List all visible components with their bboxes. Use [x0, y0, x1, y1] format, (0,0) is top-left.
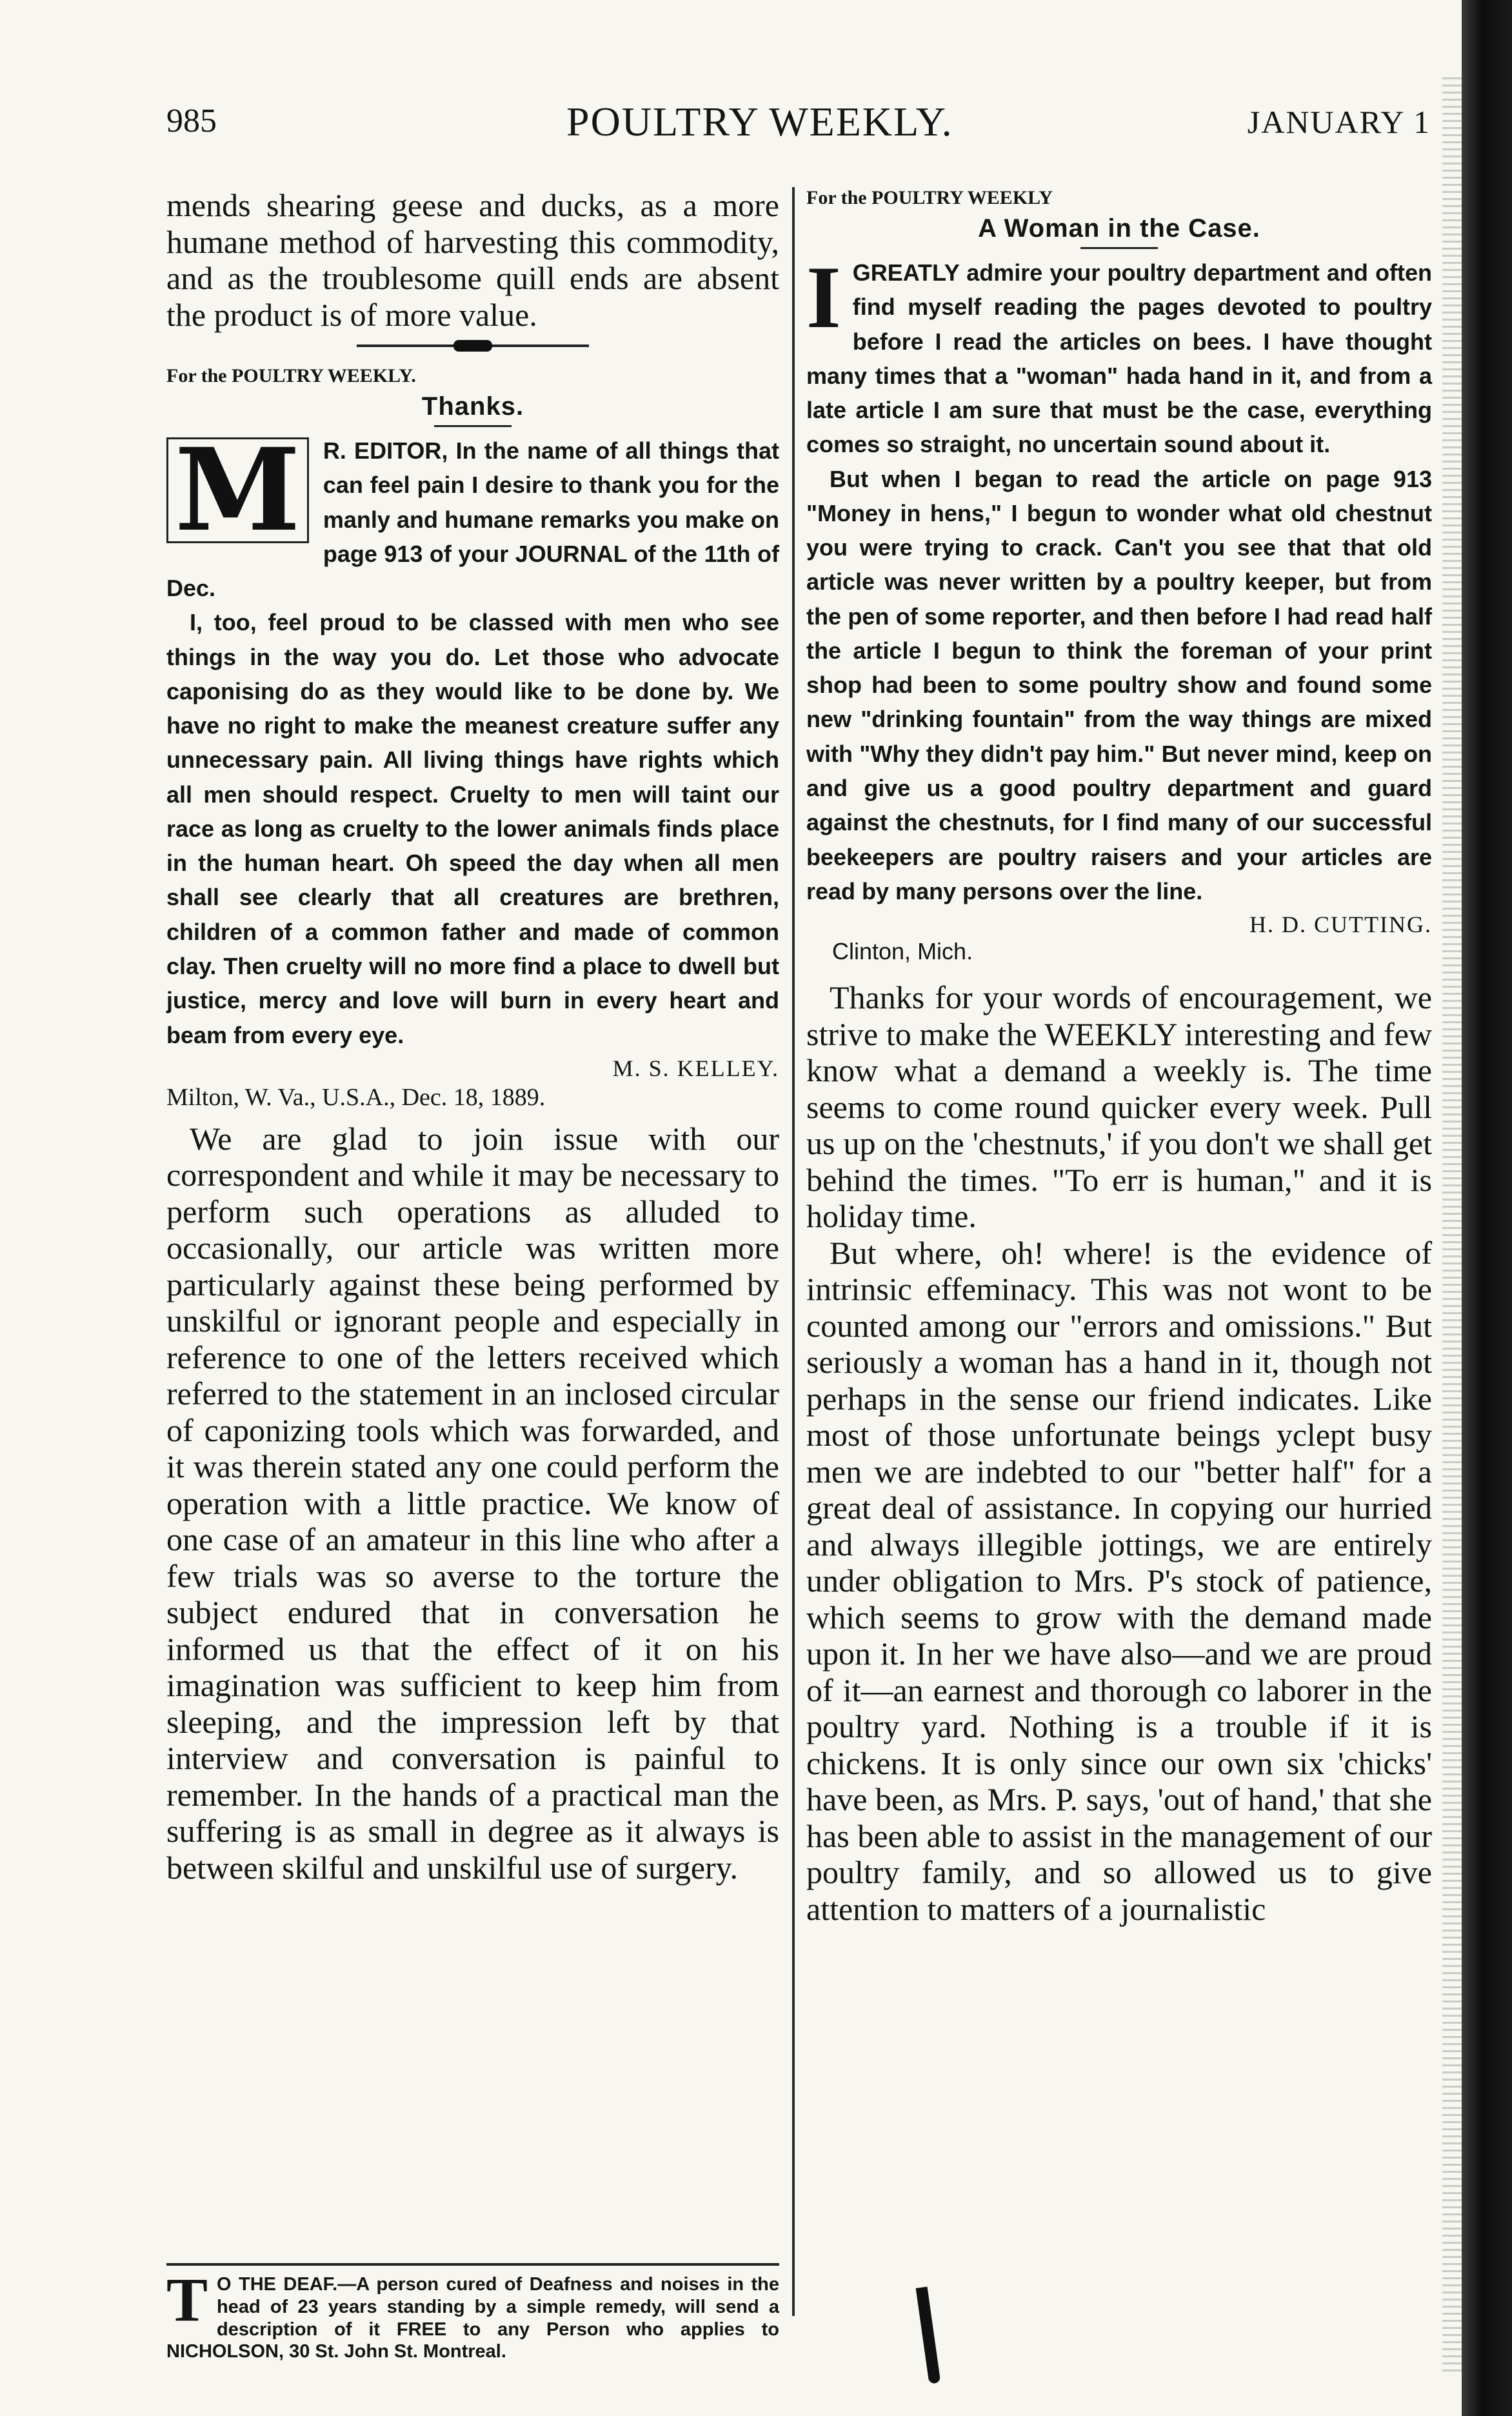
dropcap-letter-right: I: [806, 248, 841, 346]
letter-second-paragraph: I, too, feel proud to be classed with men who see things in the way you do. Let those who advocate caponising do as they would like to be done by. We have no right to make the meanest creature suffer any unnecessary pain. All living things have rights which all men should respect. Cruelty to men will taint our race as long as cruelty to the lower animals finds place in the human heart. Oh speed the day when all men shall see clearly that all creatures are brethren, children of a common father and made of common clay. Then cruelty will no more find a place to dwell but justice, mercy and love will burn in every heart and beam from every eye.: [166, 609, 779, 1048]
advertisement: [166, 2263, 779, 2363]
ad-body: O THE DEAF.—A person cured of Deafness and noises in the head of 23 years standing by a simple remedy, will send a description of it FREE to any Person who applies to NICHOLSON, 30 St. John St. Montreal.: [166, 2274, 779, 2362]
column-divider: [792, 187, 795, 2316]
binding-edge: [1462, 0, 1512, 2416]
title-rule: [434, 425, 512, 427]
ornamental-rule: [357, 344, 589, 347]
title-rule-right: [1080, 247, 1158, 249]
editor-note-1: Thanks for your words of encouragement, we strive to make the WEEKLY interesting and few know what a demand a weekly is. The time seems to come round quicker every week. Pull us up on the 'chestnuts,' if you don't we shall get behind the times. "To err is human," and it is holiday time.: [806, 979, 1432, 1235]
letter-place-date: Milton, W. Va., U.S.A., Dec. 18, 1889.: [166, 1083, 546, 1111]
for-line-right: For the POULTRY WEEKLY: [806, 187, 1053, 208]
ink-mark: [916, 2286, 941, 2384]
right-column: [806, 187, 1432, 1927]
binding-shadow: [1442, 77, 1462, 2374]
article-first-paragraph: [806, 248, 1432, 462]
page-header: [166, 95, 1431, 147]
dropcap-letter: M: [166, 437, 309, 543]
editor-note-2: But where, oh! where! is the evidence of intrinsic effeminacy. This was not wont to be counted among our "errors and omissions." But seriously a woman has a hand in it, though not perhaps in the sense our friend indicates. Like most of those unfortunate beings yclept busy men we are indebted to our "better half" for a great deal of assistance. In copying our hurried and always illegible jottings, we are entirely under obligation to Mrs. P's stock of patience, which seems to grow with the demand made upon it. In her we have also—and we are proud of it—an earnest and thorough co laborer in the poultry yard. Nothing is a trouble if it is chickens. It is only since our own six 'chicks' have been, as Mrs. P. says, 'out of hand,' that she has been able to assist in the management of our poultry family, and so allowed us to give attention to matters of a journalistic: [806, 1234, 1432, 1927]
article-title-thanks: Thanks.: [421, 392, 524, 421]
article-signature: H. D. CUTTING.: [1249, 912, 1432, 938]
left-column: [166, 187, 779, 1886]
letter-first-text: R. EDITOR, In the name of all things that can feel pain I desire to thank you for the manly and humane remarks you make on page 913 of your JOURNAL of the 11th of Dec.: [166, 437, 779, 602]
article-place: Clinton, Mich.: [832, 938, 973, 965]
for-line: For the POULTRY WEEKLY.: [166, 365, 416, 386]
page-number: 985: [166, 103, 217, 139]
article-first-text: GREATLY admire your poultry department and often find myself reading the pages devoted to poultry before I read the articles on bees. I have thought many times that a "woman" hada hand in it, and from a late article I am sure that must be the case, everything comes so straight, no uncertain sound about it.: [806, 259, 1432, 458]
continued-paragraph: mends shearing geese and ducks, as a more humane method of harvesting this commodity, and as the troublesome quill ends are absent the product is of more value.: [166, 187, 779, 333]
issue-date: JANUARY 1: [1247, 104, 1431, 140]
article-second-paragraph: But when I began to read the article on page 913 "Money in hens," I begun to wonder what old chestnut you were trying to crack. Can't you see that that old article was never written by a poultry keeper, but from the pen of some reporter, and then before I had read half the article I begun to think the foreman of your print shop had been to some poultry show and found some new "drinking fountain" from the way things are mixed with "Why they didn't pay him." But never mind, keep on and give us a good poultry department and guard against the chestnuts, for I find many of our successful beekeepers are poultry raisers and your articles are read by many persons over the line.: [806, 465, 1432, 904]
editor-reply: We are glad to join issue with our correspondent and while it may be necessary to perform such operations as alluded to occasionally, our article was written more particularly against these being performed by unskilful or ignorant people and especially in reference to one of the letters received which referred to the statement in an inclosed circular of caponizing tools which was forwarded, and it was therein stated any one could perform the operation with a little practice. We know of one case of an amateur in this line who after a few trials was so averse to the torture the subject endured that in conversation he informed us that the effect of it on his imagination was sufficient to keep him from sleeping, and the impression left by that interview and conversation is painful to remember. In the hands of a practical man the suffering is as small in degree as it always is between skilful and unskilful use of surgery.: [166, 1120, 779, 1886]
letter-signature: M. S. KELLEY.: [612, 1055, 779, 1081]
article-title-woman: A Woman in the Case.: [978, 214, 1260, 243]
letter-first-paragraph: [166, 423, 779, 605]
publication-title: POULTRY WEEKLY.: [566, 99, 953, 145]
advertisement-text: [166, 2265, 779, 2363]
ad-dropcap: T: [166, 2265, 208, 2334]
